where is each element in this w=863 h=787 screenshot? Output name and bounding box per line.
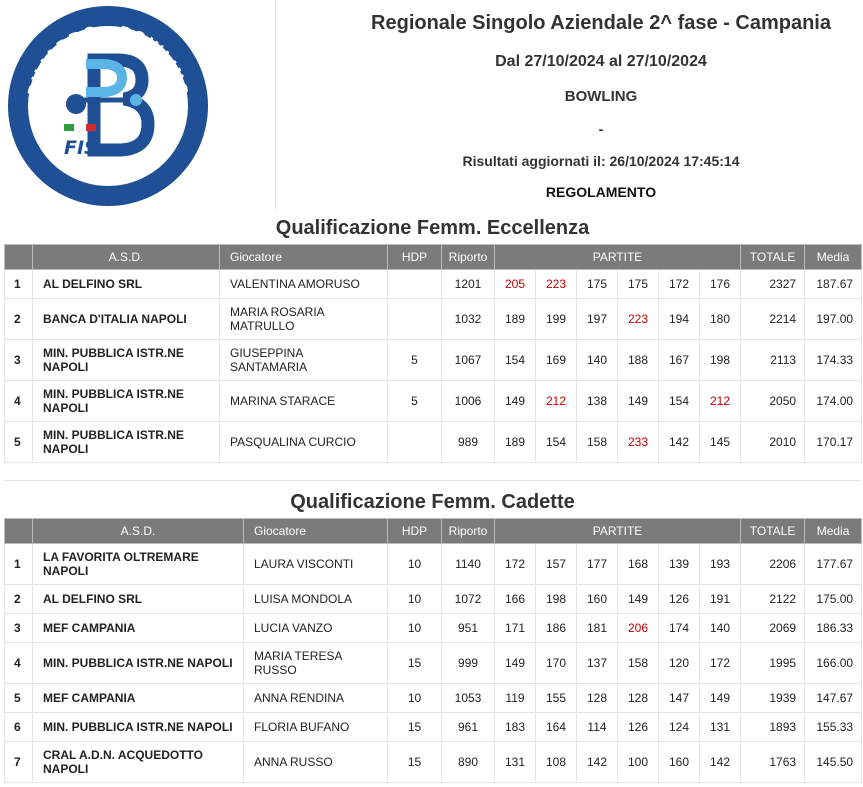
cell-riporto: 1006 [442, 381, 495, 422]
cell-game-score: 114 [577, 713, 618, 742]
col-pos [5, 245, 33, 270]
cell-position: 6 [5, 713, 33, 742]
col-media: Media [805, 519, 862, 544]
cell-riporto: 1140 [442, 544, 495, 585]
cell-totale: 2206 [741, 544, 805, 585]
cell-game-score: 212 [700, 381, 741, 422]
cell-asd: BANCA D'ITALIA NAPOLI [33, 299, 220, 340]
table-body [5, 544, 862, 783]
cell-asd: MIN. PUBBLICA ISTR.NE NAPOLI [33, 422, 220, 463]
table-row [5, 585, 862, 614]
cell-player: VALENTINA AMORUSO [220, 270, 388, 299]
cell-game-score: 119 [495, 684, 536, 713]
cell-game-score: 124 [659, 713, 700, 742]
section-eccellenza [4, 214, 861, 463]
cell-riporto: 1201 [442, 270, 495, 299]
cell-totale: 2214 [741, 299, 805, 340]
cell-asd: LA FAVORITA OLTREMARE NAPOLI [33, 544, 244, 585]
results-table [4, 244, 862, 463]
col-asd: A.S.D. [33, 519, 244, 544]
cell-game-score: 157 [536, 544, 577, 585]
cell-riporto: 1072 [442, 585, 495, 614]
logo-fis-text: FIS [64, 137, 98, 159]
cell-media: 177.67 [805, 544, 862, 585]
cell-game-score: 183 [495, 713, 536, 742]
cell-game-score: 181 [577, 614, 618, 643]
cell-game-score: 166 [495, 585, 536, 614]
cell-game-score: 171 [495, 614, 536, 643]
section-divider [4, 480, 861, 481]
cell-asd: MIN. PUBBLICA ISTR.NE NAPOLI [33, 340, 220, 381]
cell-game-score: 128 [577, 684, 618, 713]
table-header-row [5, 245, 862, 270]
cell-game-score: 154 [659, 381, 700, 422]
cell-game-score: 199 [536, 299, 577, 340]
cell-game-score: 108 [536, 742, 577, 783]
last-updated: Risultati aggiornati il: 26/10/2024 17:45:14 [462, 153, 740, 169]
cell-game-score: 194 [659, 299, 700, 340]
cell-game-score: 158 [618, 643, 659, 684]
cell-player: LAURA VISCONTI [244, 544, 388, 585]
cell-player: LUISA MONDOLA [244, 585, 388, 614]
cell-media: 187.67 [805, 270, 862, 299]
cell-game-score: 189 [495, 299, 536, 340]
cell-asd: CRAL A.D.N. ACQUEDOTTO NAPOLI [33, 742, 244, 783]
cell-game-score: 160 [659, 742, 700, 783]
cell-player: MARIA TERESA RUSSO [244, 643, 388, 684]
cell-game-score: 120 [659, 643, 700, 684]
cell-media: 197.00 [805, 299, 862, 340]
table-row [5, 381, 862, 422]
col-partite: PARTITE [495, 519, 741, 544]
cell-game-score: 147 [659, 684, 700, 713]
cell-game-score: 206 [618, 614, 659, 643]
cell-game-score: 197 [577, 299, 618, 340]
cell-totale: 2327 [741, 270, 805, 299]
table-row [5, 684, 862, 713]
cell-game-score: 164 [536, 713, 577, 742]
cell-hdp: 5 [388, 381, 442, 422]
cell-game-score: 140 [577, 340, 618, 381]
cell-totale: 2069 [741, 614, 805, 643]
cell-riporto: 1053 [442, 684, 495, 713]
cell-asd: MIN. PUBBLICA ISTR.NE NAPOLI [33, 381, 220, 422]
cell-hdp: 10 [388, 684, 442, 713]
cell-game-score: 198 [536, 585, 577, 614]
table-row [5, 614, 862, 643]
cell-game-score: 205 [495, 270, 536, 299]
cell-game-score: 154 [495, 340, 536, 381]
cell-asd: AL DELFINO SRL [33, 270, 220, 299]
cell-game-score: 126 [659, 585, 700, 614]
cell-asd: AL DELFINO SRL [33, 585, 244, 614]
cell-game-score: 172 [700, 643, 741, 684]
cell-game-score: 223 [618, 299, 659, 340]
table-row [5, 270, 862, 299]
cell-game-score: 142 [700, 742, 741, 783]
cell-game-score: 177 [577, 544, 618, 585]
cell-riporto: 1032 [442, 299, 495, 340]
cell-totale: 2010 [741, 422, 805, 463]
table-row [5, 299, 862, 340]
cell-game-score: 138 [577, 381, 618, 422]
col-totale: TOTALE [741, 245, 805, 270]
col-asd: A.S.D. [33, 245, 220, 270]
table-row [5, 544, 862, 585]
cell-riporto: 989 [442, 422, 495, 463]
subtitle-dash: - [598, 121, 604, 137]
cell-position: 5 [5, 684, 33, 713]
cell-position: 3 [5, 614, 33, 643]
cell-position: 7 [5, 742, 33, 783]
cell-media: 170.17 [805, 422, 862, 463]
cell-player: GIUSEPPINA SANTAMARIA [220, 340, 388, 381]
cell-game-score: 172 [659, 270, 700, 299]
cell-game-score: 198 [700, 340, 741, 381]
page-header [0, 0, 863, 210]
cell-game-score: 174 [659, 614, 700, 643]
cell-game-score: 131 [700, 713, 741, 742]
cell-game-score: 126 [618, 713, 659, 742]
cell-media: 174.00 [805, 381, 862, 422]
regolamento-link[interactable]: REGOLAMENTO [545, 184, 657, 200]
cell-game-score: 149 [618, 381, 659, 422]
cell-riporto: 1067 [442, 340, 495, 381]
cell-totale: 2122 [741, 585, 805, 614]
cell-position: 4 [5, 381, 33, 422]
cell-position: 3 [5, 340, 33, 381]
cell-player: MARINA STARACE [220, 381, 388, 422]
cell-game-score: 145 [700, 422, 741, 463]
cell-game-score: 223 [536, 270, 577, 299]
cell-game-score: 149 [495, 643, 536, 684]
flag-white-icon [75, 124, 85, 131]
cell-game-score: 137 [577, 643, 618, 684]
cell-game-score: 191 [700, 585, 741, 614]
col-totale: TOTALE [741, 519, 805, 544]
cell-game-score: 140 [700, 614, 741, 643]
cell-game-score: 175 [577, 270, 618, 299]
cell-media: 166.00 [805, 643, 862, 684]
cell-game-score: 142 [659, 422, 700, 463]
cell-totale: 1763 [741, 742, 805, 783]
table-row [5, 340, 862, 381]
cell-hdp [388, 299, 442, 340]
cell-game-score: 170 [536, 643, 577, 684]
flag-green-icon [64, 124, 74, 131]
cell-totale: 1995 [741, 643, 805, 684]
cell-game-score: 176 [700, 270, 741, 299]
cell-position: 1 [5, 544, 33, 585]
cell-riporto: 961 [442, 713, 495, 742]
cell-position: 1 [5, 270, 33, 299]
cell-asd: MEF CAMPANIA [33, 684, 244, 713]
cell-media: 145.50 [805, 742, 862, 783]
cell-game-score: 149 [618, 585, 659, 614]
table-body [5, 270, 862, 463]
cell-media: 147.67 [805, 684, 862, 713]
cell-player: FLORIA BUFANO [244, 713, 388, 742]
cell-riporto: 999 [442, 643, 495, 684]
cell-player: LUCIA VANZO [244, 614, 388, 643]
cell-game-score: 100 [618, 742, 659, 783]
cell-riporto: 951 [442, 614, 495, 643]
cell-game-score: 167 [659, 340, 700, 381]
cell-player: ANNA RENDINA [244, 684, 388, 713]
cell-game-score: 233 [618, 422, 659, 463]
section-cadette [4, 488, 861, 783]
cell-game-score: 172 [495, 544, 536, 585]
cell-media: 155.33 [805, 713, 862, 742]
cell-position: 2 [5, 299, 33, 340]
cell-asd: MIN. PUBBLICA ISTR.NE NAPOLI [33, 713, 244, 742]
cell-hdp: 15 [388, 643, 442, 684]
col-player: Giocatore [244, 519, 388, 544]
results-table [4, 518, 862, 783]
cell-asd: MIN. PUBBLICA ISTR.NE NAPOLI [33, 643, 244, 684]
cell-game-score: 212 [536, 381, 577, 422]
page-title: Regionale Singolo Aziendale 2^ fase - Campania [371, 12, 831, 34]
logo-ball-icon [66, 94, 86, 114]
col-player: Giocatore [220, 245, 388, 270]
logo-ball-small-icon [130, 94, 142, 106]
cell-hdp: 15 [388, 713, 442, 742]
event-dates: Dal 27/10/2024 al 27/10/2024 [495, 53, 707, 70]
cell-game-score: 193 [700, 544, 741, 585]
logo-ring-text: BILIARDO · BOWLING [24, 21, 192, 98]
cell-totale: 1893 [741, 713, 805, 742]
cell-hdp [388, 422, 442, 463]
cell-media: 174.33 [805, 340, 862, 381]
cell-player: ANNA RUSSO [244, 742, 388, 783]
fis-logo[interactable] [6, 4, 210, 208]
cell-hdp: 10 [388, 544, 442, 585]
flag-red-icon [86, 124, 96, 131]
cell-game-score: 131 [495, 742, 536, 783]
table-row [5, 643, 862, 684]
col-hdp: HDP [388, 245, 442, 270]
cell-game-score: 188 [618, 340, 659, 381]
cell-game-score: 175 [618, 270, 659, 299]
col-hdp: HDP [388, 519, 442, 544]
cell-media: 186.33 [805, 614, 862, 643]
cell-media: 175.00 [805, 585, 862, 614]
col-riporto: Riporto [442, 519, 495, 544]
section-title: Qualificazione Femm. Cadette [290, 491, 575, 513]
cell-position: 5 [5, 422, 33, 463]
cell-riporto: 890 [442, 742, 495, 783]
cell-game-score: 128 [618, 684, 659, 713]
cell-game-score: 139 [659, 544, 700, 585]
cell-hdp: 10 [388, 614, 442, 643]
cell-totale: 2050 [741, 381, 805, 422]
col-partite: PARTITE [495, 245, 741, 270]
cell-game-score: 155 [536, 684, 577, 713]
cell-game-score: 160 [577, 585, 618, 614]
table-header-row [5, 519, 862, 544]
cell-game-score: 142 [577, 742, 618, 783]
cell-totale: 2113 [741, 340, 805, 381]
cell-position: 2 [5, 585, 33, 614]
table-row [5, 422, 862, 463]
cell-game-score: 186 [536, 614, 577, 643]
cell-game-score: 180 [700, 299, 741, 340]
cell-hdp [388, 270, 442, 299]
cell-game-score: 189 [495, 422, 536, 463]
cell-game-score: 149 [700, 684, 741, 713]
cell-totale: 1939 [741, 684, 805, 713]
cell-hdp: 10 [388, 585, 442, 614]
cell-game-score: 154 [536, 422, 577, 463]
cell-game-score: 158 [577, 422, 618, 463]
cell-game-score: 149 [495, 381, 536, 422]
cell-asd: MEF CAMPANIA [33, 614, 244, 643]
col-pos [5, 519, 33, 544]
col-riporto: Riporto [442, 245, 495, 270]
sport-name: BOWLING [564, 88, 638, 105]
table-row [5, 713, 862, 742]
section-title: Qualificazione Femm. Eccellenza [275, 217, 590, 239]
col-media: Media [805, 245, 862, 270]
cell-game-score: 168 [618, 544, 659, 585]
table-row [5, 742, 862, 783]
cell-player: MARIA ROSARIA MATRULLO [220, 299, 388, 340]
cell-hdp: 5 [388, 340, 442, 381]
cell-position: 4 [5, 643, 33, 684]
cell-player: PASQUALINA CURCIO [220, 422, 388, 463]
cell-game-score: 169 [536, 340, 577, 381]
cell-hdp: 15 [388, 742, 442, 783]
